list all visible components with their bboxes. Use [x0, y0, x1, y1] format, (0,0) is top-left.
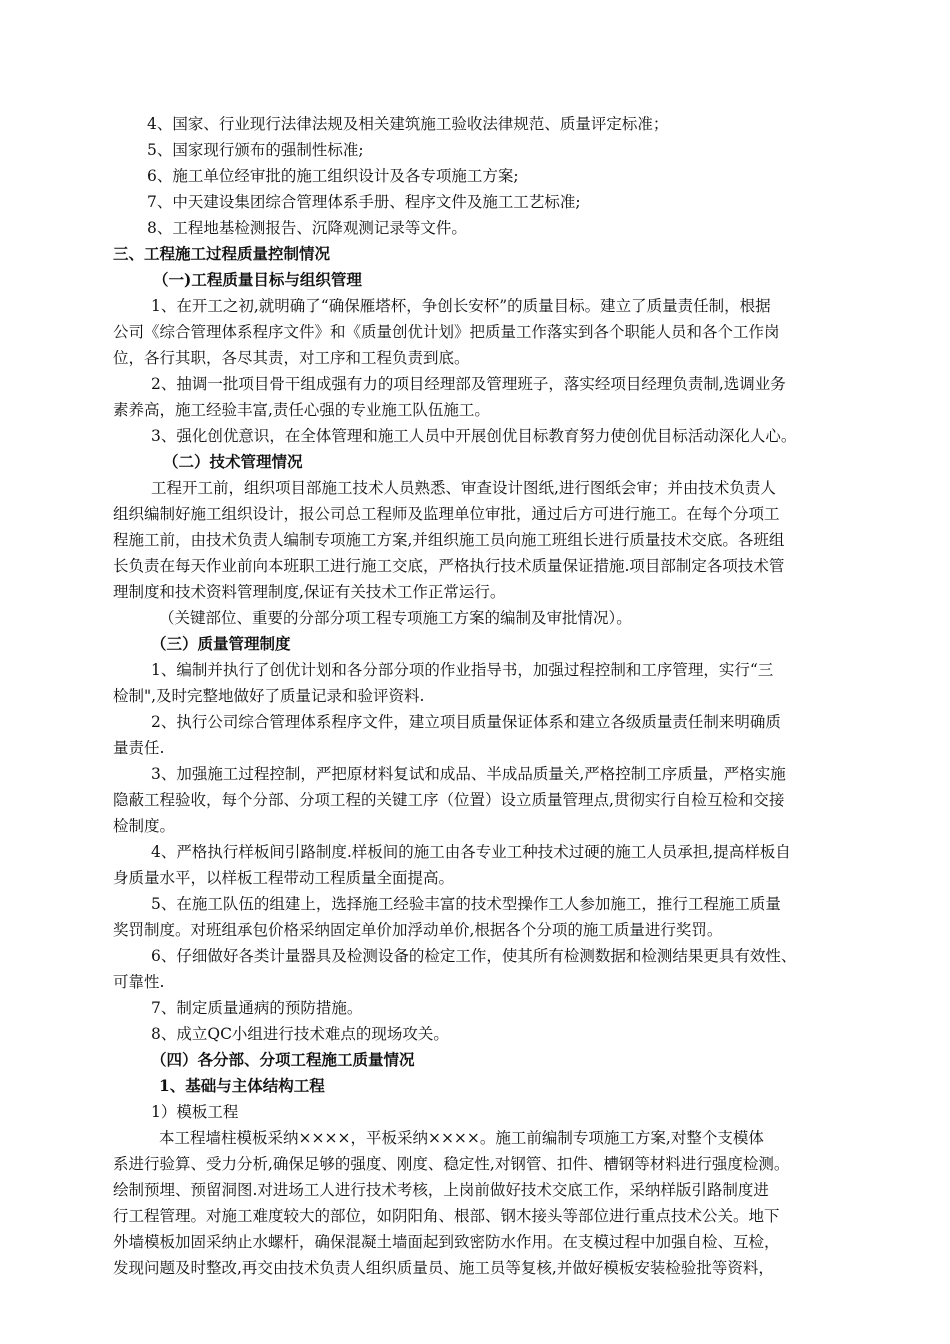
list-item: 4、严格执行样板间引路制度.样板间的施工由各专业工种技术过硬的施工人员承担,提高样板自	[151, 843, 791, 861]
list-item: 3、加强施工过程控制，严把原材料复试和成品、半成品质量关,严格控制工序质量，严格实施	[151, 765, 786, 783]
basis-item: 7、中天建设集团综合管理体系手册、程序文件及施工工艺标准;	[147, 193, 581, 211]
section-heading: 三、工程施工过程质量控制情况	[113, 244, 331, 263]
paragraph-line: 3、强化创优意识，在全体管理和施工人员中开展创优目标教育努力使创优目标活动深化人心。	[151, 427, 797, 445]
subsection-heading: （四）各分部、分项工程施工质量情况	[151, 1050, 415, 1069]
note-line: （关键部位、重要的分部分项工程专项施工方案的编制及审批情况）。	[159, 609, 632, 627]
paragraph-line: 位，各行其职，各尽其责，对工序和工程负责到底。	[113, 349, 470, 367]
list-item-cont: 身质量水平，以样板工程带动工程质量全面提高。	[113, 869, 455, 887]
paragraph-line: 工程开工前，组织项目部施工技术人员熟悉、审查设计图纸,进行图纸会审；并由技术负责人	[151, 479, 776, 497]
basis-item: 8、工程地基检测报告、沉降观测记录等文件。	[147, 219, 467, 237]
paragraph-line: 公司《综合管理体系程序文件》和《质量创优计划》把质量工作落实到各个职能人员和各个工作岗	[113, 323, 780, 341]
paragraph-line: 素养高，施工经验丰富,责任心强的专业施工队伍施工。	[113, 401, 490, 419]
list-item: 6、仔细做好各类计量器具及检测设备的检定工作，使其所有检测数据和检测结果更具有效性、	[151, 947, 797, 965]
basis-item: 4、国家、行业现行法律法规及相关建筑施工验收法律规范、质量评定标准；	[147, 115, 669, 133]
list-item-cont: 检制",及时完整地做好了质量记录和验评资料.	[113, 687, 425, 705]
subsection-heading: （三）质量管理制度	[151, 634, 291, 653]
part-heading: 1、基础与主体结构工程	[159, 1076, 325, 1095]
paragraph-line: 发现问题及时整改,再交由技术负责人组织质量员、施工员等复核,并做好模板安装检验批等资料，	[113, 1259, 774, 1277]
paragraph-line: 行工程管理。对施工难度较大的部位，如阴阳角、根部、钢木接头等部位进行重点技术公关。地下	[113, 1207, 780, 1225]
subsection-heading: （一)工程质量目标与组织管理	[153, 270, 362, 289]
list-item-cont: 检制度。	[113, 817, 176, 835]
basis-item: 5、国家现行颁布的强制性标准;	[147, 141, 364, 159]
list-item: 8、成立QC小组进行技术难点的现场攻关。	[151, 1025, 449, 1043]
list-item-cont: 隐蔽工程验收，每个分部、分项工程的关键工序（位置）设立质量管理点,贯彻实行自检互检和交接	[113, 791, 785, 809]
list-item-cont: 量责任.	[113, 739, 165, 757]
subsection-heading: （二）技术管理情况	[163, 452, 303, 471]
paragraph-line: 绘制预埋、预留洞图.对进场工人进行技术考核，上岗前做好技术交底工作，采纳样版引路制度进	[113, 1181, 769, 1199]
list-item: 1、编制并执行了创优计划和各分部分项的作业指导书，加强过程控制和工序管理，实行“三	[151, 661, 774, 679]
list-item: 2、执行公司综合管理体系程序文件，建立项目质量保证体系和建立各级质量责任制来明确质	[151, 713, 781, 731]
paragraph-line: 程施工前，由技术负责人编制专项施工方案,并组织施工员向施工班组长进行质量技术交底。各班组	[113, 531, 785, 549]
paragraph-line: 理制度和技术资料管理制度,保证有关技术工作正常运行。	[113, 583, 506, 601]
list-item: 5、在施工队伍的组建上，选择施工经验丰富的技术型操作工人参加施工，推行工程施工质量	[151, 895, 781, 913]
paragraph-line: 1、在开工之初,就明确了“确保雁塔杯，争创长安杯”的质量目标。建立了质量责任制，根据	[151, 297, 771, 315]
paragraph-line: 2、抽调一批项目骨干组成强有力的项目经理部及管理班子，落实经项目经理负责制,选调业务	[151, 375, 786, 393]
list-item-cont: 奖罚制度。对班组承包价格采纳固定单价加浮动单价,根据各个分项的施工质量进行奖罚。	[113, 921, 723, 939]
paragraph-line: 本工程墙柱模板采纳××××，平板采纳××××。施工前编制专项施工方案,对整个支模体	[159, 1129, 764, 1147]
paragraph-line: 系进行验算、受力分析,确保足够的强度、刚度、稳定性,对钢管、扣件、槽钢等材料进行强度检测。	[113, 1155, 790, 1173]
list-item: 7、制定质量通病的预防措施。	[151, 999, 363, 1017]
paragraph-line: 外墙模板加固采纳止水螺杆，确保混凝土墙面起到致密防水作用。在支模过程中加强自检、互检，	[113, 1233, 780, 1251]
paragraph-line: 组织编制好施工组织设计，报公司总工程师及监理单位审批，通过后方可进行施工。在每个分项工	[113, 505, 780, 523]
list-item-cont: 可靠性.	[113, 973, 165, 991]
paragraph-line: 长负责在每天作业前向本班职工进行施工交底，严格执行技术质量保证措施.项目部制定各项技术管	[113, 557, 785, 575]
item-heading: 1）模板工程	[151, 1103, 239, 1121]
document-page	[113, 111, 845, 1281]
basis-item: 6、施工单位经审批的施工组织设计及各专项施工方案;	[147, 167, 519, 185]
